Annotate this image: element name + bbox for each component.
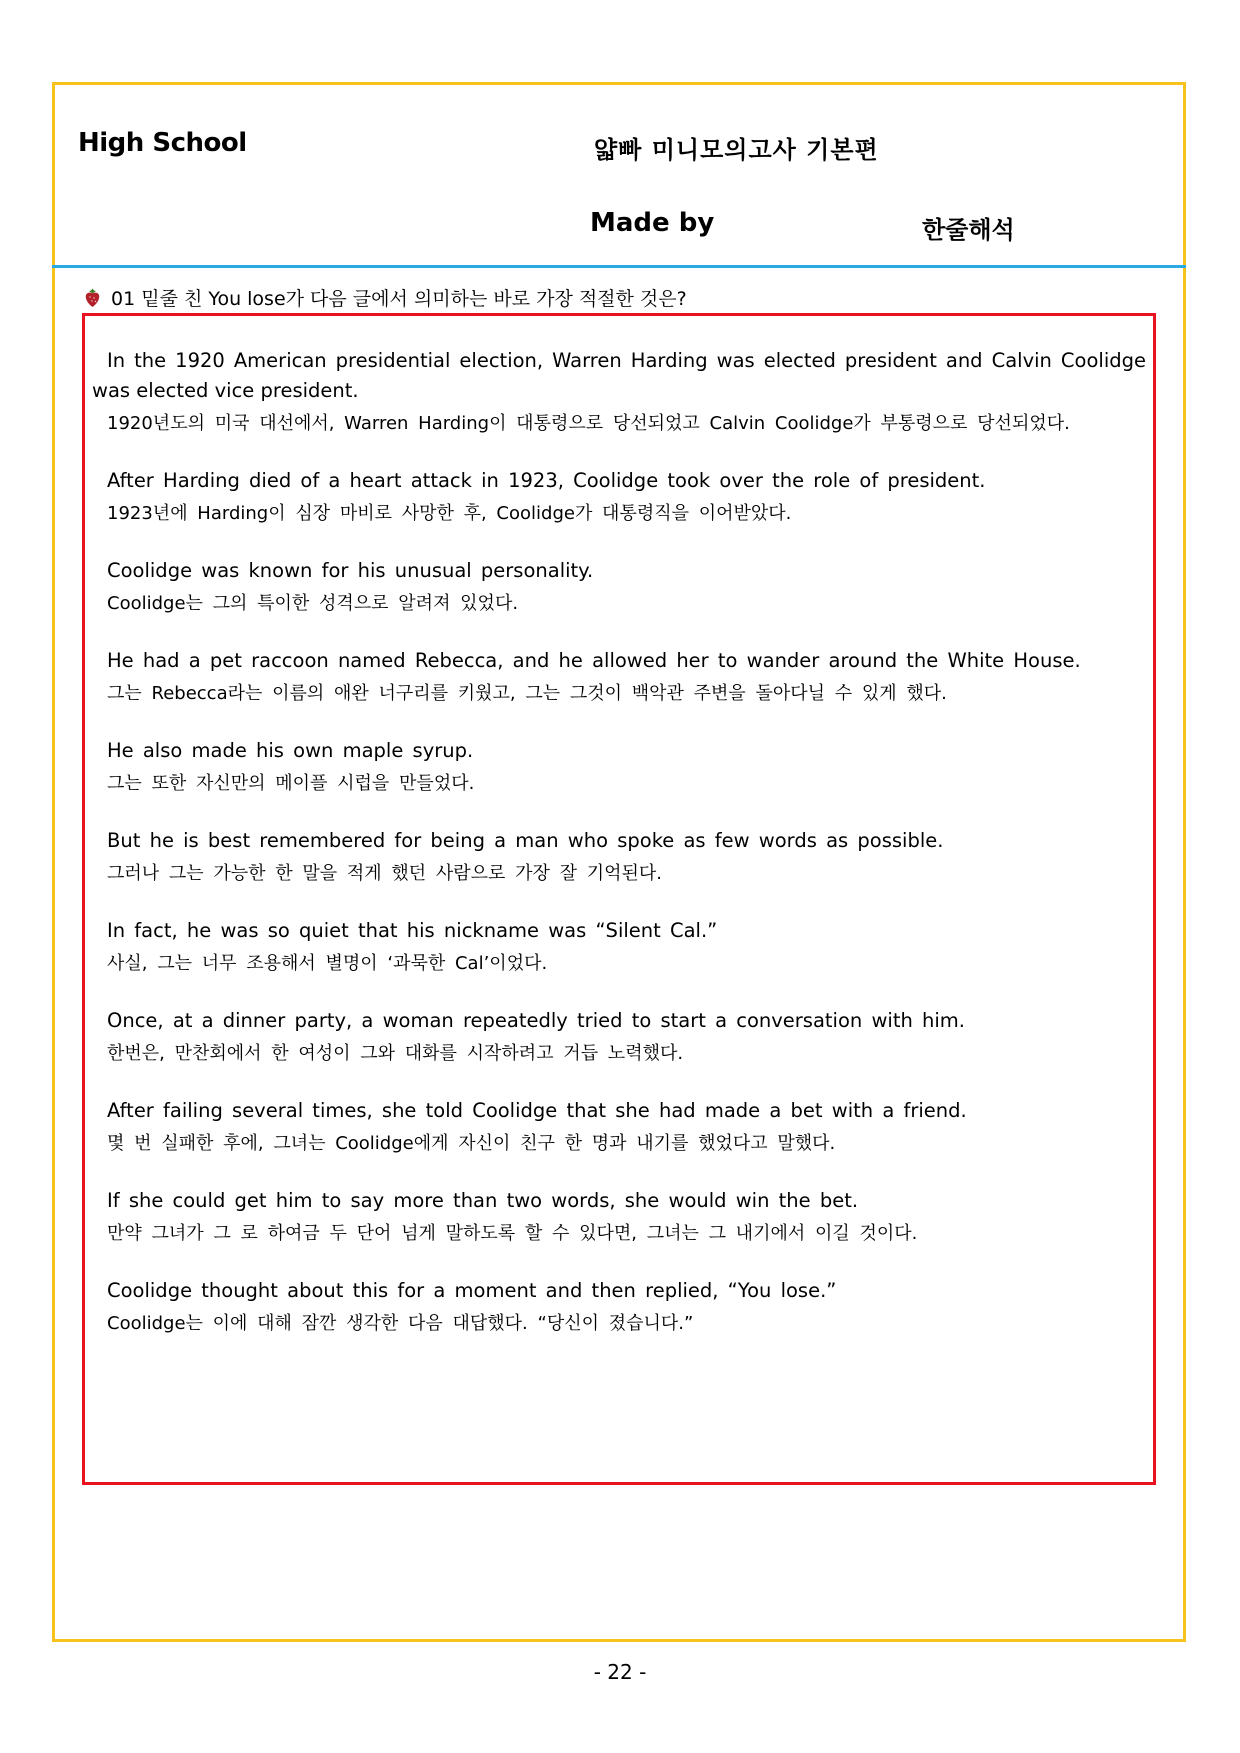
sentence-pair <box>92 1276 1146 1339</box>
sentence-pair <box>92 1096 1146 1159</box>
page-number: - 22 - <box>593 1660 647 1684</box>
english-sentence: After Harding died of a heart attack in 1923, Coolidge took over the role of president. <box>107 469 986 492</box>
sentence-pair <box>92 1186 1146 1249</box>
question-text: 01 밑줄 친 You lose가 다음 글에서 의미하는 바로 가장 적절한 것은? <box>111 288 687 310</box>
english-sentence: Coolidge was known for his unusual personality. <box>107 559 594 582</box>
korean-translation: Coolidge는 이에 대해 잠깐 생각한 다음 대답했다. “당신이 졌습니다.” <box>107 1313 694 1334</box>
english-sentence: In fact, he was so quiet that his nickname was “Silent Cal.” <box>107 919 718 942</box>
strawberry-icon <box>84 288 101 308</box>
korean-translation: 1920년도의 미국 대선에서, Warren Harding이 대통령으로 당선되었고 Calvin Coolidge가 부통령으로 당선되었다. <box>107 413 1070 434</box>
header-divider <box>52 265 1186 268</box>
english-sentence: He also made his own maple syrup. <box>107 739 474 762</box>
sentence-pair <box>92 1006 1146 1069</box>
korean-translation: Coolidge는 그의 특이한 성격으로 알려져 있었다. <box>107 593 519 614</box>
workbook-title: 얇빠 미니모의고사 기본편 <box>594 136 879 164</box>
korean-translation: 그는 Rebecca라는 이름의 애완 너구리를 키웠고, 그는 그것이 백악관 주변을 돌아다닐 수 있게 했다. <box>107 683 947 704</box>
korean-translation: 한번은, 만찬회에서 한 여성이 그와 대화를 시작하려고 거듭 노력했다. <box>107 1043 684 1064</box>
korean-translation: 몇 번 실패한 후에, 그녀는 Coolidge에게 자신이 친구 한 명과 내기를 했었다고 말했다. <box>107 1133 836 1154</box>
sentence-pair <box>92 556 1146 619</box>
english-sentence: But he is best remembered for being a man who spoke as few words as possible. <box>107 829 944 852</box>
korean-translation: 그러나 그는 가능한 한 말을 적게 했던 사람으로 가장 잘 기억된다. <box>107 863 663 884</box>
author-name: 한줄해석 <box>922 216 1015 244</box>
school-level-label: High School <box>78 128 247 158</box>
made-by-label: Made by <box>590 208 715 238</box>
korean-translation: 만약 그녀가 그 로 하여금 두 단어 넘게 말하도록 할 수 있다면, 그녀는 그 내기에서 이길 것이다. <box>107 1223 918 1244</box>
korean-translation: 1923년에 Harding이 심장 마비로 사망한 후, Coolidge가 대통령직을 이어받았다. <box>107 503 792 524</box>
korean-translation: 사실, 그는 너무 조용해서 별명이 ‘과묵한 Cal’이었다. <box>107 953 548 974</box>
english-sentence: He had a pet raccoon named Rebecca, and he allowed her to wander around the White House. <box>107 649 1081 672</box>
sentence-pair <box>92 466 1146 529</box>
sentence-pair <box>92 346 1146 439</box>
sentence-pair <box>92 646 1146 709</box>
english-sentence: Coolidge thought about this for a moment and then replied, “You lose.” <box>107 1279 837 1302</box>
question-prompt <box>84 284 687 311</box>
sentence-pair <box>92 736 1146 799</box>
english-sentence: Once, at a dinner party, a woman repeatedly tried to start a conversation with him. <box>107 1009 965 1032</box>
passage <box>92 346 1146 1366</box>
sentence-pair <box>92 916 1146 979</box>
english-sentence: If she could get him to say more than two words, she would win the bet. <box>107 1189 859 1212</box>
english-sentence: In the 1920 American presidential election, Warren Harding was elected president and Calvin Coolidge was elected vice president. <box>92 349 1146 402</box>
english-sentence: After failing several times, she told Coolidge that she had made a bet with a friend. <box>107 1099 967 1122</box>
korean-translation: 그는 또한 자신만의 메이플 시럽을 만들었다. <box>107 773 475 794</box>
sentence-pair <box>92 826 1146 889</box>
